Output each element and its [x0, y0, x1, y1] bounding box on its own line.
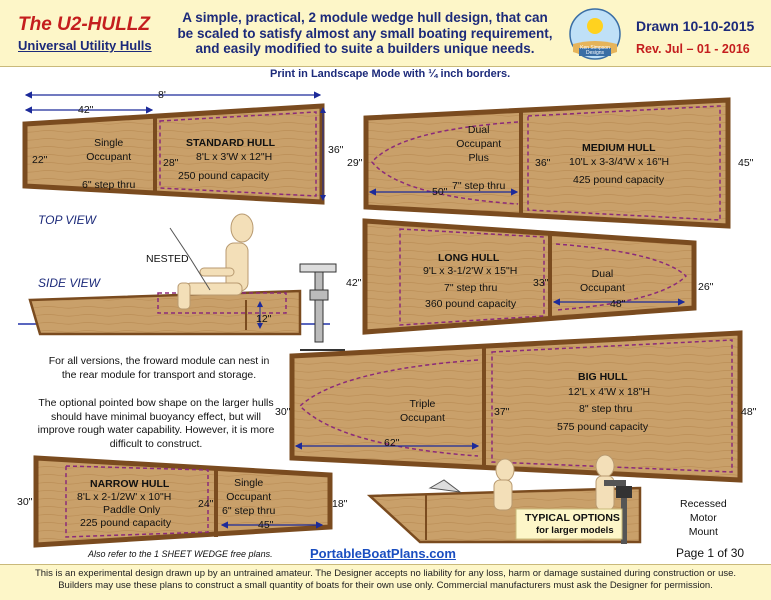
page-title: The U2-HULLZ: [18, 14, 150, 35]
standard-hull-name: STANDARD HULL: [186, 137, 276, 149]
medium-hull-name: MEDIUM HULL: [582, 142, 656, 154]
big-hull-step: 8" step thru: [579, 403, 633, 415]
big-front-label: Triple Occupant: [400, 398, 445, 424]
standard-width-mid: 28": [163, 157, 179, 169]
narrow-width-mid: 24": [198, 498, 214, 510]
logo-text: Ken Simpson Designs: [580, 45, 610, 56]
medium-width-mid: 36": [535, 157, 551, 169]
top-view-label: TOP VIEW: [38, 213, 97, 227]
standard-hull-capacity: 250 pound capacity: [178, 170, 270, 182]
typical-options-title: TYPICAL OPTIONS: [525, 512, 620, 524]
bow-note: The optional pointed bow shape on the larger hulls should have minimal buoyancy effect, but will improve rough water capability. However, it is more difficult to construct.: [37, 397, 275, 450]
long-width-right: 26": [698, 281, 714, 293]
big-hull-dims: 12'L x 4'W x 18"H: [568, 386, 651, 398]
drawn-date: Drawn 10-10-2015: [636, 18, 755, 34]
big-hull-capacity: 575 pound capacity: [557, 421, 649, 433]
long-width-left: 42": [346, 277, 362, 289]
medium-width-right: 45": [738, 157, 754, 169]
big-width-left: 30": [275, 406, 291, 418]
long-width-mid: 33": [533, 277, 549, 289]
narrow-front-length-label: 45": [258, 519, 274, 531]
long-hull-name: LONG HULL: [438, 252, 500, 264]
big-width-mid: 37": [494, 406, 510, 418]
print-instruction: Print in Landscape Mode with ¼ inch borders.: [270, 68, 511, 80]
long-hull-step: 7" step thru: [444, 282, 498, 294]
medium-hull-capacity: 425 pound capacity: [573, 174, 665, 186]
page-subtitle: Universal Utility Hulls: [18, 38, 152, 53]
nest-note: For all versions, the froward module can nest in the rear module for transport and storage.: [48, 355, 270, 381]
big-width-right: 48": [741, 406, 757, 418]
standard-front-length-label: 42": [78, 104, 94, 116]
long-hull-capacity: 360 pound capacity: [425, 298, 517, 310]
big-hull-name: BIG HULL: [578, 371, 628, 383]
disclaimer-line-1: This is an experimental design drawn up by an untrained amateur. The Designer accepts no liability for any loss, harm or damage sustained during construction or use.: [34, 568, 737, 579]
motor-mount-label: Recessed Motor Mount: [680, 498, 727, 538]
side-view-label: SIDE VIEW: [38, 276, 101, 290]
website-link[interactable]: PortableBoatPlans.com: [310, 546, 456, 561]
design-blurb: A simple, practical, 2 module wedge hull design, that can be scaled to satisfy almost any small boating requirement, and easily modified to suite a builders unique needs.: [177, 10, 553, 56]
long-front-length-label: 48": [610, 298, 626, 310]
standard-length-label: 8': [158, 89, 166, 101]
narrow-hull-dims: 8'L x 2-1/2W' x 10"H: [77, 491, 172, 503]
medium-front-label: Dual Occupant Plus 7" step thru: [452, 124, 506, 192]
also-refer-note: Also refer to the 1 SHEET WEDGE free plans.: [88, 549, 273, 559]
standard-width-left: 22": [32, 154, 48, 166]
page-number: Page 1 of 30: [676, 546, 745, 560]
narrow-width-left: 30": [17, 496, 33, 508]
big-hull-top-view: [292, 333, 740, 480]
long-hull-top-view: [365, 221, 694, 332]
side-height-label: 12": [256, 313, 272, 325]
medium-width-left: 29": [347, 157, 363, 169]
standard-hull-dims: 8'L x 3'W x 12"H: [196, 151, 273, 163]
disclaimer-line-2: Builders may use these plans to construct a small quantity of boats for their own use only. Commercial manufacturers must ask the Designer for permission.: [58, 580, 713, 591]
narrow-hull-capacity: 225 pound capacity: [80, 517, 172, 529]
standard-front-label: Single Occupant 6" step thru: [82, 137, 136, 191]
narrow-width-right: 18": [332, 498, 348, 510]
typical-options-sub: for larger models: [536, 525, 614, 536]
narrow-hull-paddle: Paddle Only: [103, 504, 161, 516]
long-front-label: Dual Occupant: [580, 268, 625, 294]
medium-front-length-label: 50": [432, 186, 448, 198]
standard-width-right: 36": [328, 144, 344, 156]
big-front-length-label: 62": [384, 437, 400, 449]
revision-date: Rev. Jul – 01 - 2016: [636, 42, 750, 56]
nested-label: NESTED: [146, 253, 189, 265]
long-hull-dims: 9'L x 3-1/2'W x 15"H: [423, 265, 518, 277]
narrow-front-label: Single Occupant 6" step thru: [222, 477, 276, 517]
narrow-hull-name: NARROW HULL: [90, 478, 170, 490]
standard-hull-top-view: [25, 106, 322, 202]
medium-hull-dims: 10'L x 3-3/4'W x 16"H: [569, 156, 670, 168]
